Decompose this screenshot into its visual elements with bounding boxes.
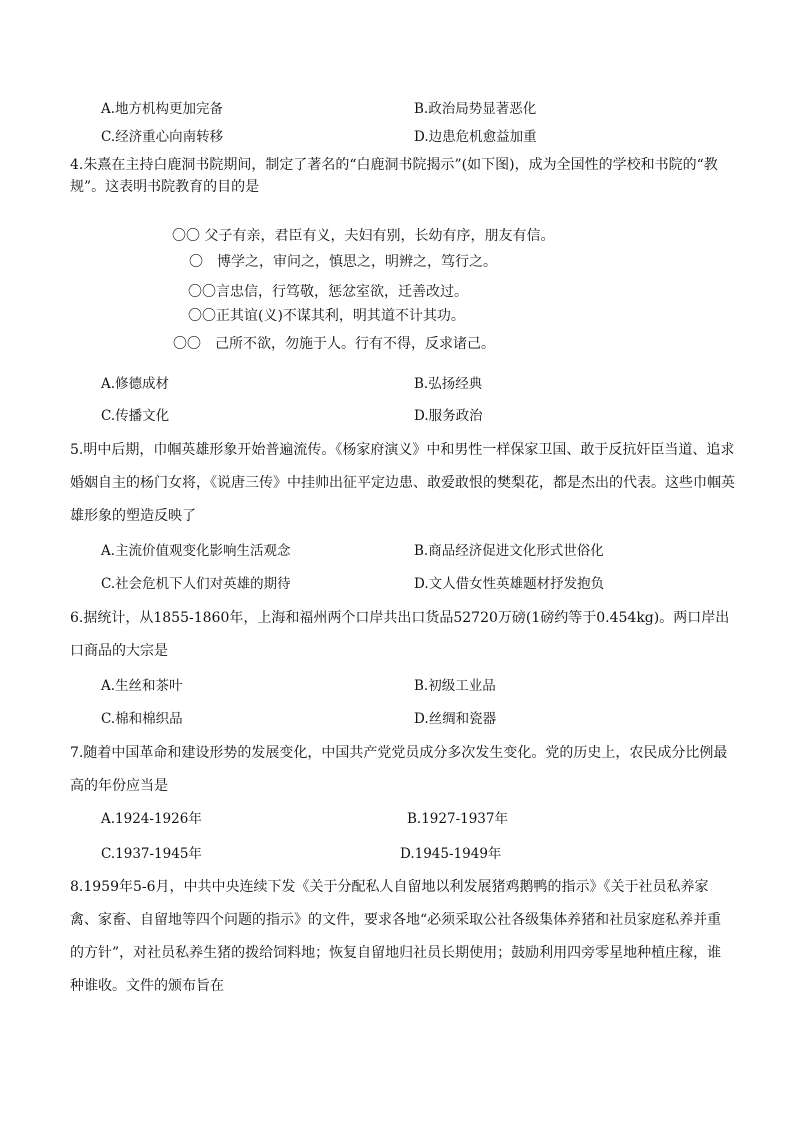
- q7-stem: 7.随着中国革命和建设形势的发展变化，中国共产党党员成分多次发生变化。党的历史上，农民成分比例最高的年份应当是: [70, 745, 728, 794]
- q7-option-c: C.1937-1945年: [101, 846, 202, 862]
- q7-option-a: A.1924-1926年: [101, 811, 202, 827]
- q3-option-d: D.边患危机愈益加重: [414, 129, 537, 145]
- q4-option-a: A.修德成材: [101, 376, 170, 392]
- q8-stem: 8.1959年5-6月，中共中央连续下发《关于分配私人自留地以利发展猪鸡鹅鸭的指示》《关于社员私养家禽、家畜、自留地等四个问题的指示》的文件，要求各地“必须采取公社各级集体养猪和社员家庭私养并重的方针”，对社员私养生猪的拨给饲料地；恢复自留地归社员长期使用；鼓励利用四旁零星地种植庄稼，谁种谁收。文件的颁布旨在: [70, 879, 722, 994]
- q4-quote-line-3: 〇〇言忠信，行笃敬，惩忿室欲，迁善改过。: [188, 284, 468, 300]
- q4-option-c: C.传播文化: [101, 408, 170, 424]
- q5-option-d: D.文人借女性英雄题材抒发抱负: [414, 576, 605, 592]
- q5-option-c: C.社会危机下人们对英雄的期待: [101, 576, 291, 592]
- q6-stem: 6.据统计，从1855-1860年，上海和福州两个口岸共出口货品52720万磅(1磅约等于0.454kg)。两口岸出口商品的大宗是: [70, 610, 730, 659]
- q3-option-c: C.经济重心向南转移: [101, 129, 224, 145]
- q6-option-a: A.生丝和茶叶: [101, 678, 183, 694]
- q4-quote-line-2: 〇 博学之，审问之，慎思之，明辨之，笃行之。: [189, 254, 497, 270]
- q3-option-a: A.地方机构更加完备: [101, 101, 224, 117]
- q5-option-a: A.主流价值观变化影响生活观念: [101, 543, 291, 559]
- q6-option-c: C.棉和棉织品: [101, 711, 183, 727]
- q4-quote-line-5: 〇〇 己所不欲，勿施于人。行有不得，反求诸己。: [173, 336, 495, 352]
- q7-option-b: B.1927-1937年: [407, 811, 508, 827]
- q6-option-d: D.丝绸和瓷器: [414, 711, 497, 727]
- q5-stem: 5.明中后期，巾帼英雄形象开始普遍流传。《杨家府演义》中和男性一样保家卫国、敢于反抗奸臣当道、追求婚姻自主的杨门女将，《说唐三传》中挂帅出征平定边患、敢爱敢恨的樊梨花，都是杰出的代表。这些巾帼英雄形象的塑造反映了: [70, 442, 735, 524]
- q4-quote-line-1: 〇〇 父子有亲，君臣有义，夫妇有别，长幼有序，朋友有信。: [172, 228, 555, 244]
- q7-option-d: D.1945-1949年: [400, 846, 502, 862]
- q3-option-b: B.政治局势显著恶化: [414, 101, 537, 117]
- q4-option-b: B.弘扬经典: [414, 376, 483, 392]
- q4-quote-line-4: 〇〇正其谊(义)不谋其利，明其道不计其功。: [188, 308, 465, 324]
- q6-option-b: B.初级工业品: [414, 678, 496, 694]
- q4-stem: 4.朱熹在主持白鹿洞书院期间，制定了著名的“白鹿洞书院揭示”(如下图)，成为全国性的学校和书院的“教规”。这表明书院教育的目的是: [70, 157, 718, 195]
- q4-option-d: D.服务政治: [414, 408, 483, 424]
- q5-option-b: B.商品经济促进文化形式世俗化: [414, 543, 604, 559]
